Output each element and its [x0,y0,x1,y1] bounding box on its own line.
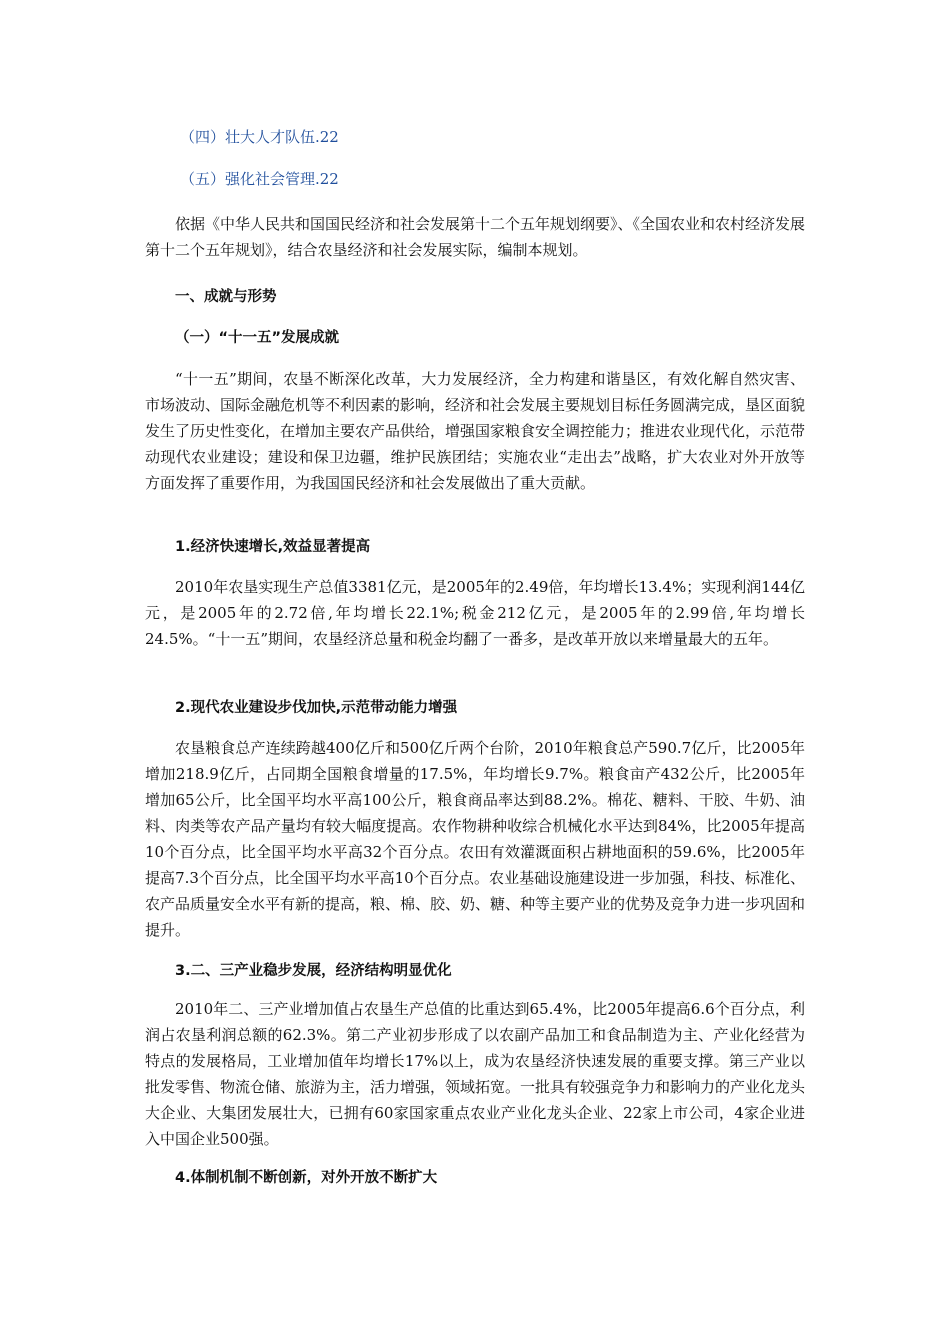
subsection-heading: （一）“十一五”发展成就 [175,330,340,346]
body-paragraph: “十一五”期间，农垦不断深化改革，大力发展经济，全力构建和谐垦区，有效化解自然灾害、市场波动、国际金融危机等不利因素的影响，经济和社会发展主要规划目标任务圆满完成，垦区面貌发生了历史性变化，在增加主要农产品供给，增强国家粮食安全调控能力；推进农业现代化，示范带动现代农业建设；建设和保卫边疆，维护民族团结；实施农业“走出去”战略，扩大农业对外开放等方面发挥了重要作用，为我国国民经济和社会发展做出了重大贡献。 [145,370,806,492]
item-heading: 4.体制机制不断创新，对外开放不断扩大 [175,1170,438,1186]
item-heading: 3.二、三产业稳步发展，经济结构明显优化 [175,963,452,979]
item-heading: 2.现代农业建设步伐加快,示范带动能力增强 [175,700,458,716]
intro-paragraph: 依据《中华人民共和国国民经济和社会发展第十二个五年规划纲要》、《全国农业和农村经济发展第十二个五年规划》，结合农垦经济和社会发展实际，编制本规划。 [145,215,806,259]
toc-entry[interactable]: （五）强化社会管理.22 [180,170,339,188]
section-heading: 一、成就与形势 [175,289,277,305]
toc-entry[interactable]: （四）壮大人才队伍.22 [180,128,339,146]
item-heading: 1.经济快速增长,效益显著提高 [175,539,371,555]
body-paragraph: 2010年农垦实现生产总值3381亿元，是2005年的2.49倍，年均增长13.4%；实现利润144亿元，是2005年的2.72倍,年均增长22.1%;税金212亿元，是2005年的2.99倍,年均增长24.5%。“十一五”期间，农垦经济总量和税金均翻了一番多，是改革开放以来增量最大的五年。 [145,578,805,648]
body-paragraph: 农垦粮食总产连续跨越400亿斤和500亿斤两个台阶，2010年粮食总产590.7亿斤，比2005年增加218.9亿斤，占同期全国粮食增量的17.5%，年均增长9.7%。粮食亩产432公斤，比2005年增加65公斤，比全国平均水平高100公斤，粮食商品率达到88.2%。棉花、糖料、干胶、牛奶、油料、肉类等农产品产量均有较大幅度提高。农作物耕种收综合机械化水平达到84%，比2005年提高10个百分点，比全国平均水平高32个百分点。农田有效灌溉面积占耕地面积的59.6%，比2005年提高7.3个百分点，比全国平均水平高10个百分点。农业基础设施建设进一步加强，科技、标准化、农产品质量安全水平有新的提高，粮、棉、胶、奶、糖、种等主要产业的优势及竞争力进一步巩固和提升。 [145,739,806,939]
body-paragraph: 2010年二、三产业增加值占农垦生产总值的比重达到65.4%，比2005年提高6.6个百分点，利润占农垦利润总额的62.3%。第二产业初步形成了以农副产品加工和食品制造为主、产业化经营为特点的发展格局，工业增加值年均增长17%以上，成为农垦经济快速发展的重要支撑。第三产业以批发零售、物流仓储、旅游为主，活力增强，领域拓宽。一批具有较强竞争力和影响力的产业化龙头大企业、大集团发展壮大，已拥有60家国家重点农业产业化龙头企业、22家上市公司，4家企业进入中国企业500强。 [145,1000,806,1148]
